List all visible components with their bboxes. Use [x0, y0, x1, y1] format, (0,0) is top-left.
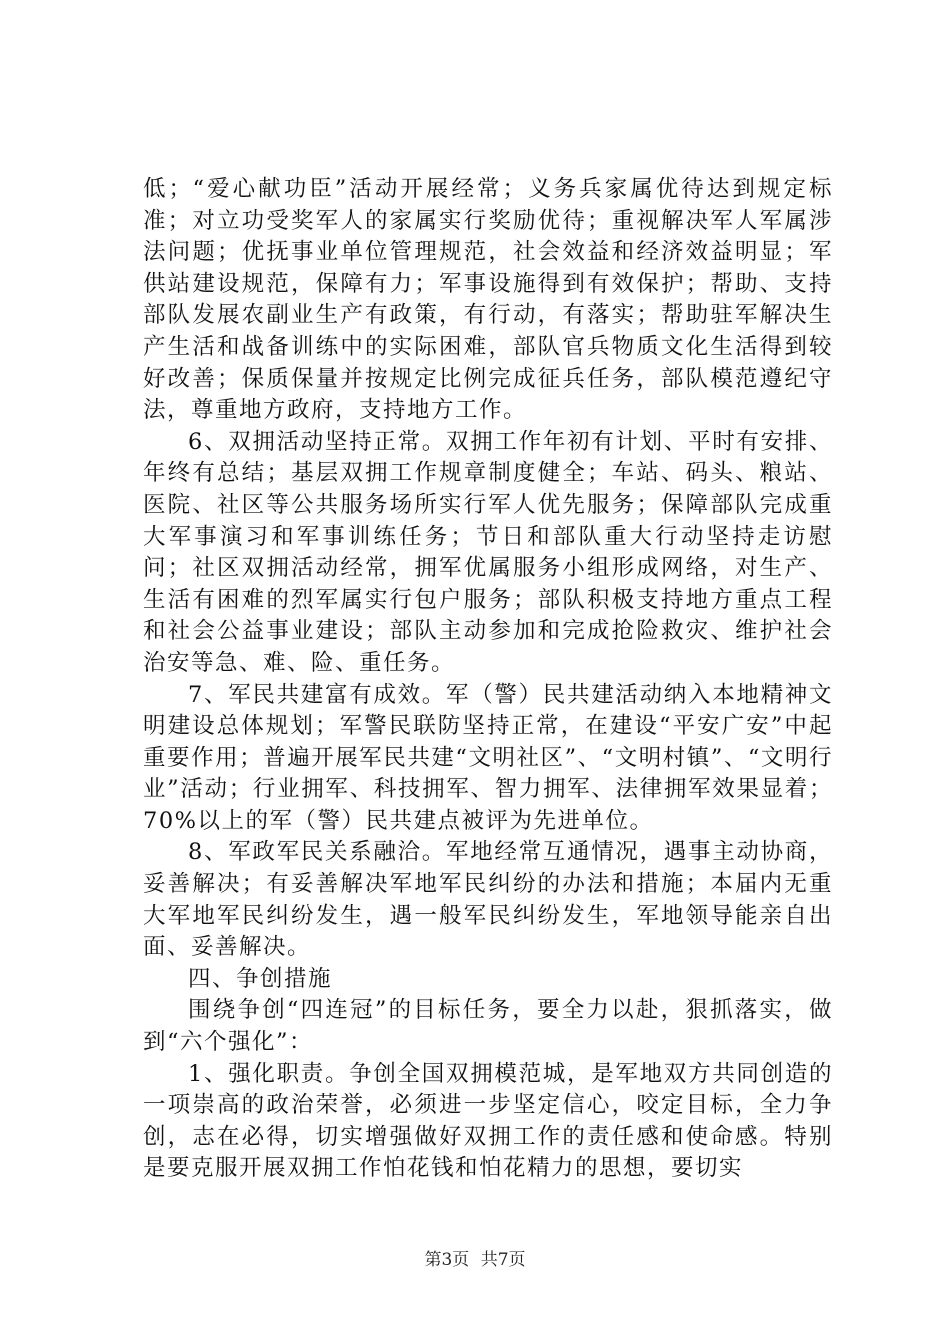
paragraph-continuation: 低；“爱心献功臣”活动开展经常；义务兵家属优待达到规定标准；对立功受奖军人的家属实行奖励优待；重视解决军人军属涉法问题；优抚事业单位管理规范，社会效益和经济效益明显；军供站建设规范，保障有力；军事设施得到有效保护；帮助、支持部队发展农副业生产有政策，有行动，有落实；帮助驻军解决生产生活和战备训练中的实际困难，部队官兵物质文化生活得到较好改善；保质保量并按规定比例完成征兵任务，部队模范遵纪守法，尊重地方政府，支持地方工作。	[143, 176, 833, 424]
paragraph-item-7: 7、军民共建富有成效。军（警）民共建活动纳入本地精神文明建设总体规划；军警民联防坚持正常，在建设“平安广安”中起重要作用；普遍开展军民共建“文明社区”、“文明村镇”、“文明行业”活动；行业拥军、科技拥军、智力拥军、法律拥军效果显着；70%以上的军（警）民共建点被评为先进单位。	[143, 681, 833, 834]
paragraph-item-1: 1、强化职责。争创全国双拥模范城，是军地双方共同创造的一项崇高的政治荣誉，必须进一步坚定信心，咬定目标，全力争创，志在必得，切实增强做好双拥工作的责任感和使命感。特别是要克服开展双拥工作怕花钱和怕花精力的思想，要切实	[143, 1060, 833, 1182]
page-total: 共7页	[480, 1250, 526, 1270]
page-footer	[0, 1245, 950, 1270]
paragraph-item-8: 8、军政军民关系融洽。军地经常互通情况，遇事主动协商，妥善解决；有妥善解决军地军民纠纷的办法和措施；本届内无重大军地军民纠纷发生，遇一般军民纠纷发生，军地领导能亲自出面、妥善解决。	[143, 839, 833, 961]
page-number: 第3页	[424, 1250, 470, 1270]
document-body	[143, 174, 833, 1185]
section-heading: 四、争创措施	[188, 965, 333, 992]
paragraph-item-6: 6、双拥活动坚持正常。双拥工作年初有计划、平时有安排、年终有总结；基层双拥工作规章制度健全；车站、码头、粮站、医院、社区等公共服务场所实行军人优先服务；保障部队完成重大军事演习和军事训练任务；节日和部队重大行动坚持走访慰问；社区双拥活动经常，拥军优属服务小组形成网络，对生产、生活有困难的烈军属实行包户服务；部队积极支持地方重点工程和社会公益事业建设；部队主动参加和完成抢险救灾、维护社会治安等急、难、险、重任务。	[143, 428, 833, 676]
paragraph-intro: 围绕争创“四连冠”的目标任务，要全力以赴，狠抓落实，做到“六个强化”：	[143, 997, 833, 1056]
